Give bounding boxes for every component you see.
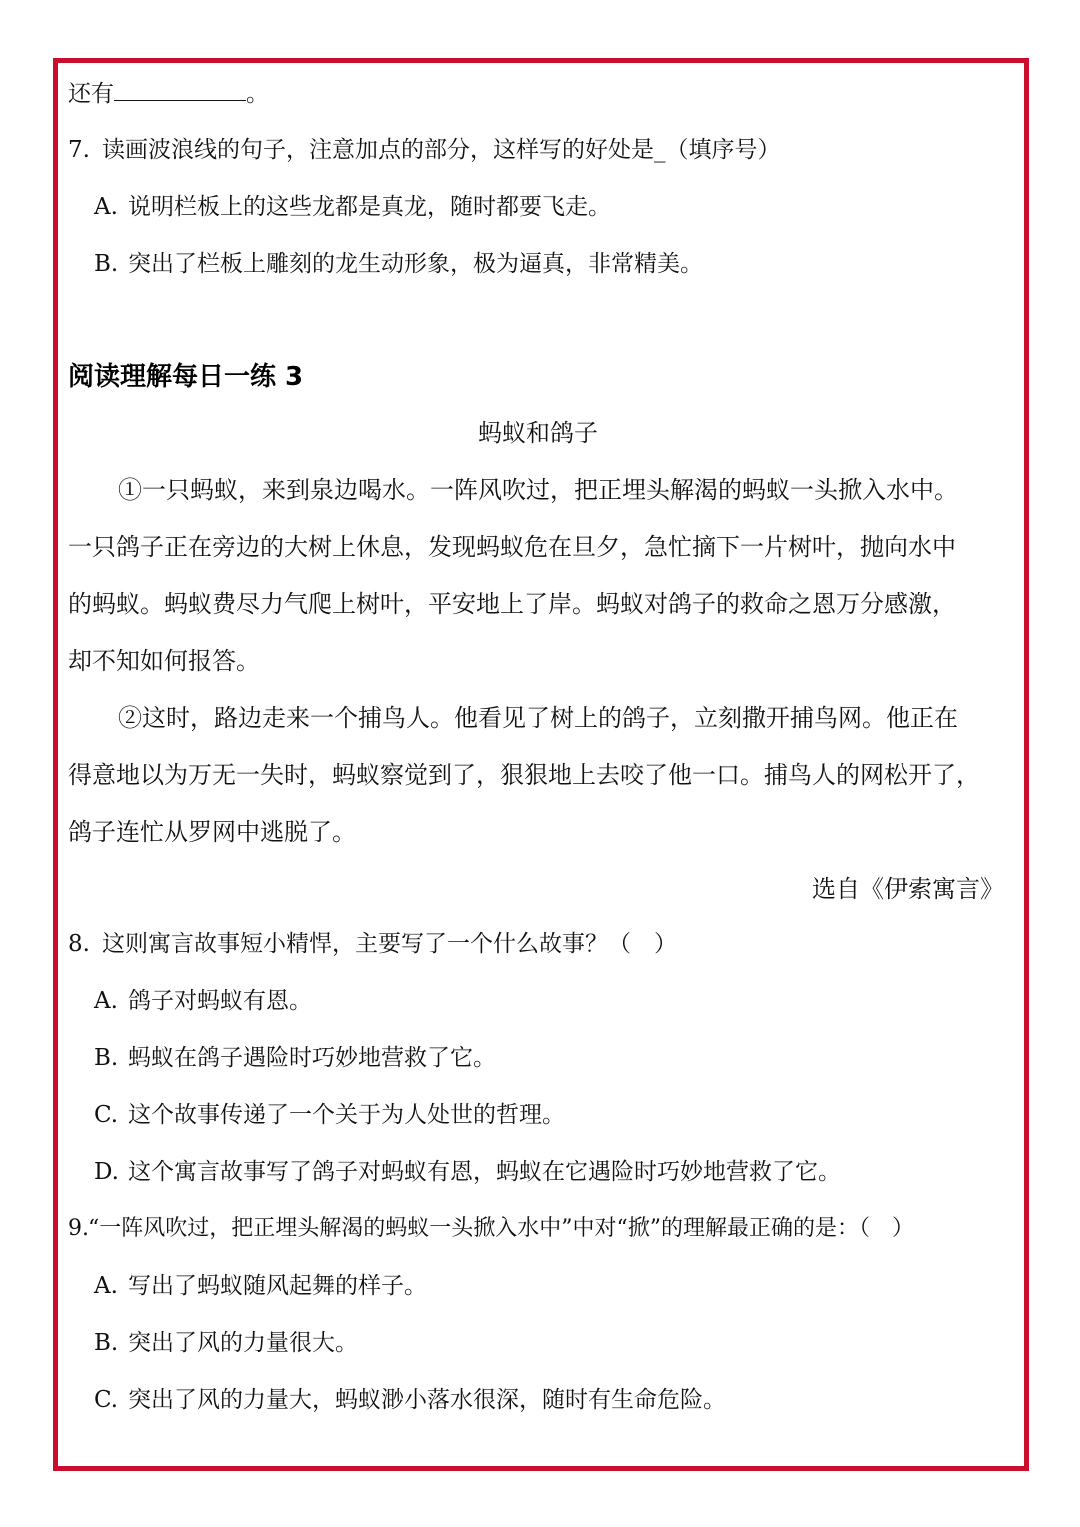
- option-text: 说明栏板上的这些龙都是真龙，随时都要飞走。: [128, 194, 611, 220]
- option-text: 突出了栏板上雕刻的龙生动形象，极为逼真，非常精美。: [128, 251, 703, 277]
- passage-line: 却不知如何报答。: [68, 647, 260, 675]
- q7-option-a[interactable]: [94, 196, 611, 219]
- passage-line: 得意地以为万无一失时，蚂蚁察觉到了，狠狠地上去咬了他一口。捕鸟人的网松开了，: [68, 761, 980, 789]
- section-heading: 阅读理解每日一练 3: [68, 362, 304, 392]
- q7-option-b[interactable]: [94, 253, 703, 276]
- option-text: 这个故事传递了一个关于为人处世的哲理。: [128, 1102, 565, 1128]
- option-text: 写出了蚂蚁随风起舞的样子。: [128, 1273, 427, 1299]
- passage-line: 的蚂蚁。蚂蚁费尽力气爬上树叶，平安地上了岸。蚂蚁对鸽子的救命之恩万分感激，: [68, 590, 956, 618]
- question-number: 8.: [68, 931, 90, 957]
- passage-line: 鸽子连忙从罗网中逃脱了。: [68, 818, 356, 846]
- passage-line: ①一只蚂蚁，来到泉边喝水。一阵风吹过，把正埋头解渴的蚂蚁一头掀入水中。: [118, 476, 958, 504]
- question-text: 读画波浪线的句子，注意加点的部分，这样写的好处是_（填序号）: [102, 137, 781, 163]
- q6-answer-line: 还有 。: [68, 81, 269, 107]
- q9-question: [68, 1218, 914, 1240]
- option-letter: B.: [94, 1330, 119, 1356]
- option-letter: A.: [94, 1273, 118, 1299]
- passage-line: ②这时，路边走来一个捕鸟人。他看见了树上的鸽子，立刻撒开捕鸟网。他正在: [118, 704, 958, 732]
- passage-line: 一只鸽子正在旁边的大树上休息，发现蚂蚁危在旦夕，急忙摘下一片树叶，抛向水中: [68, 533, 956, 561]
- q8-option-b[interactable]: [94, 1047, 496, 1070]
- question-number: 7.: [68, 137, 90, 163]
- q8-option-d[interactable]: [94, 1161, 841, 1184]
- option-text: 蚂蚁在鸽子遇险时巧妙地营救了它。: [128, 1045, 496, 1071]
- q9-option-b[interactable]: [94, 1332, 358, 1355]
- question-number: 9.: [68, 1216, 89, 1241]
- option-letter: B.: [94, 1045, 119, 1071]
- q8-question: [68, 933, 677, 956]
- option-letter: A.: [94, 988, 118, 1014]
- q8-option-c[interactable]: [94, 1104, 565, 1127]
- option-letter: C.: [94, 1387, 119, 1413]
- option-text: 突出了风的力量大，蚂蚁渺小落水很深，随时有生命危险。: [128, 1387, 726, 1413]
- q9-option-c[interactable]: [94, 1389, 726, 1412]
- q7-question: [68, 139, 781, 162]
- option-letter: C.: [94, 1102, 119, 1128]
- option-letter: B.: [94, 251, 119, 277]
- option-text: 这个寓言故事写了鸽子对蚂蚁有恩，蚂蚁在它遇险时巧妙地营救了它。: [128, 1159, 841, 1185]
- option-letter: D.: [94, 1159, 119, 1185]
- question-text: 这则寓言故事短小精悍，主要写了一个什么故事？（ ）: [102, 931, 677, 957]
- question-text: “一阵风吹过，把正埋头解渴的蚂蚁一头掀入水中”中对“掀”的理解最正确的是：（ ）: [88, 1216, 914, 1241]
- passage-title: 蚂蚁和鸽子: [478, 419, 598, 447]
- option-text: 鸽子对蚂蚁有恩。: [128, 988, 312, 1014]
- option-letter: A.: [94, 194, 118, 220]
- option-text: 突出了风的力量很大。: [128, 1330, 358, 1356]
- q9-option-a[interactable]: [94, 1275, 427, 1298]
- passage-source: 选自《伊索寓言》: [812, 875, 1004, 903]
- q8-option-a[interactable]: [94, 990, 312, 1013]
- answer-blank[interactable]: [114, 82, 246, 101]
